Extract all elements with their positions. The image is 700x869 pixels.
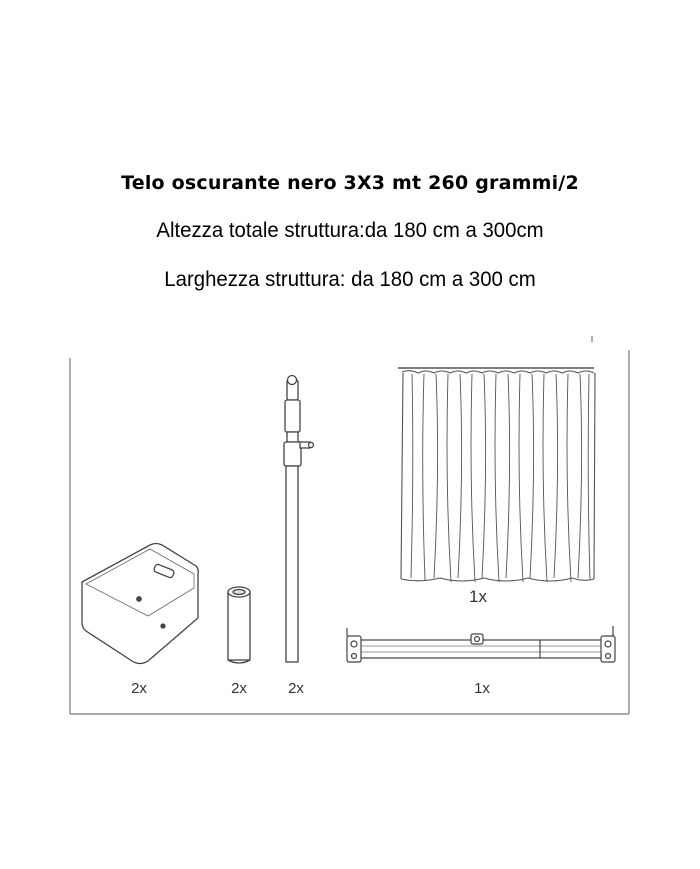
telescopic-pole-icon xyxy=(284,376,314,663)
crossbar-quantity: 1x xyxy=(474,680,490,697)
tube-quantity: 2x xyxy=(231,680,247,697)
curtain-icon xyxy=(398,368,595,582)
pole-quantity: 2x xyxy=(288,680,304,697)
title-line-height: Altezza totale struttura:da 180 cm a 300cm xyxy=(156,219,544,242)
curtain-quantity: 1x xyxy=(469,587,487,606)
title-line-width: Larghezza struttura: da 180 cm a 300 cm xyxy=(164,268,536,291)
crossbar-icon xyxy=(347,626,615,662)
base-plate-quantity: 2x xyxy=(131,680,147,697)
base-plate-icon xyxy=(82,544,198,664)
tube-icon xyxy=(228,587,250,663)
title-line-fabric: Telo oscurante nero 3X3 mt 260 grammi/2 xyxy=(121,172,579,194)
